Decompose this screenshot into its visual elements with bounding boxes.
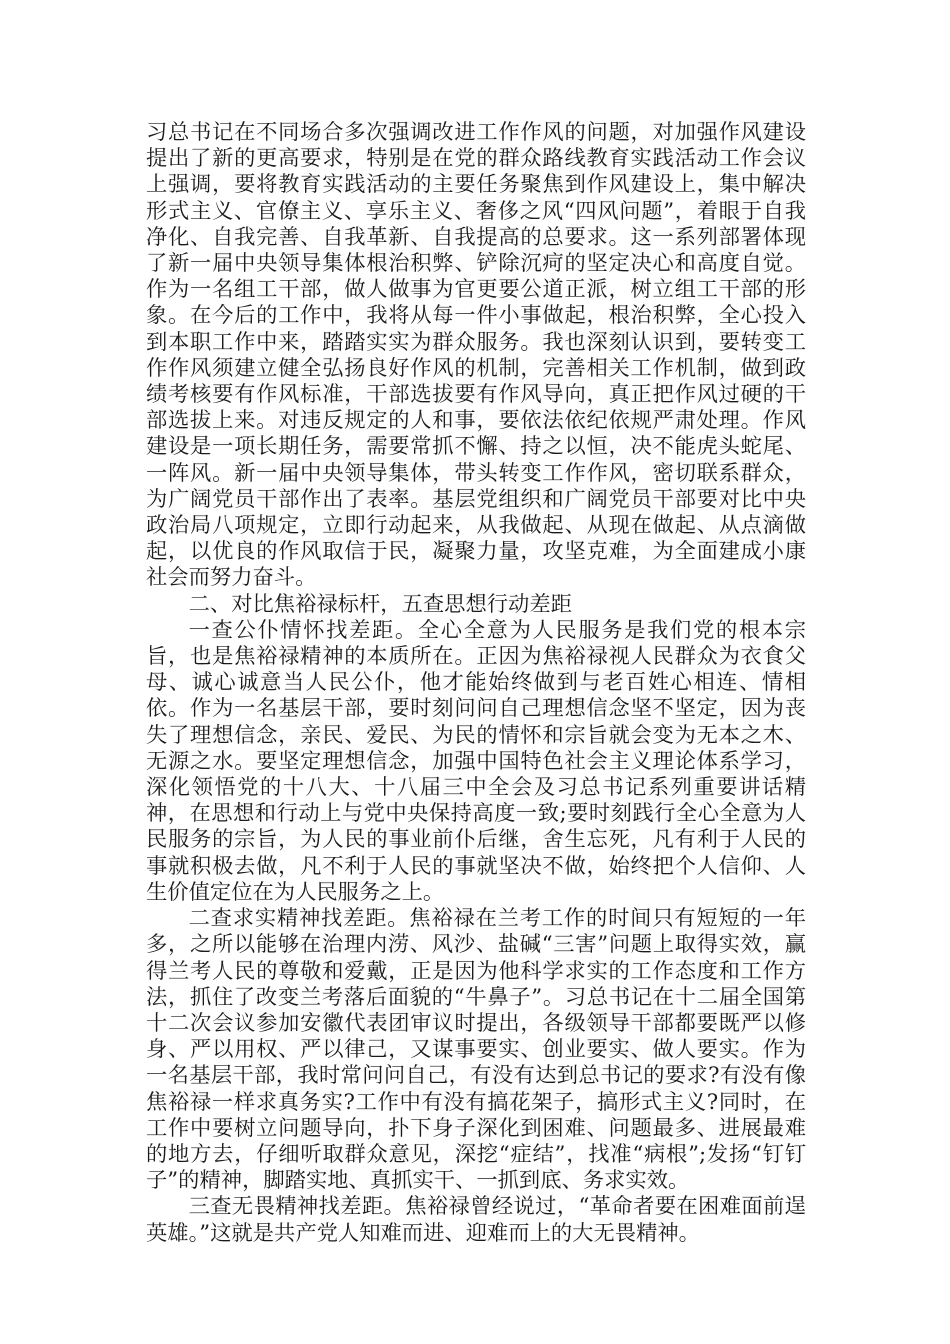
document-page: [146, 120, 806, 1247]
paragraph-continuation: 习总书记在不同场合多次强调改进工作作风的问题，对加强作风建设提出了新的更高要求，特别是在党的群众路线教育实践活动工作会议上强调，要将教育实践活动的主要任务聚焦到作风建设上，集中解决形式主义、官僚主义、享乐主义、奢侈之风“四风问题”，着眼于自我净化、自我完善、自我革新、自我提高的总要求。这一系列部署体现了新一届中央领导集体根治积弊、铲除沉疴的坚定决心和高度自觉。作为一名组工干部，做人做事为官更要公道正派，树立组工干部的形象。在今后的工作中，我将从每一件小事做起，根治积弊，全心投入到本职工作中来，踏踏实实为群众服务。我也深刻认识到，要转变工作作风须建立健全弘扬良好作风的机制，完善相关工作机制，做到政绩考核要有作风标准，干部选拔要有作风导向，真正把作风过硬的干部选拔上来。对违反规定的人和事，要依法依纪依规严肃处理。作风建设是一项长期任务，需要常抓不懈、持之以恒，决不能虎头蛇尾、一阵风。新一届中央领导集体，带头转变工作作风，密切联系群众，为广阔党员干部作出了表率。基层党组织和广阔党员干部要对比中央政治局八项规定，立即行动起来，从我做起、从现在做起、从点滴做起，以优良的作风取信于民，凝聚力量，攻坚克难，为全面建成小康社会而努力奋斗。: [146, 120, 806, 591]
paragraph-first-check: 一查公仆情怀找差距。全心全意为人民服务是我们党的根本宗旨，也是焦裕禄精神的本质所在。正因为焦裕禄视人民群众为衣食父母、诚心诚意当人民公仆，他才能始终做到与老百姓心相连、情相依。作为一名基层干部，要时刻问问自己理想信念坚不坚定，因为丧失了理想信念，亲民、爱民、为民的情怀和宗旨就会变为无本之木、无源之水。要坚定理想信念，加强中国特色社会主义理论体系学习，深化领悟党的十八大、十八届三中全会及习总书记系列重要讲话精神，在思想和行动上与党中央保持高度一致;要时刻践行全心全意为人民服务的宗旨，为人民的事业前仆后继，舍生忘死，凡有利于人民的事就积极去做，凡不利于人民的事就坚决不做，始终把个人信仰、人生价值定位在为人民服务之上。: [146, 617, 806, 905]
paragraph-second-check: 二查求实精神找差距。焦裕禄在兰考工作的时间只有短短的一年多，之所以能够在治理内涝、风沙、盐碱“三害”问题上取得实效，赢得兰考人民的尊敬和爱戴，正是因为他科学求实的工作态度和工作方法，抓住了改变兰考落后面貌的“牛鼻子”。习总书记在十二届全国第十二次会议参加安徽代表团审议时提出，各级领导干部都要既严以修身、严以用权、严以律己，又谋事要实、创业要实、做人要实。作为一名基层干部，我时常问问自己，有没有达到总书记的要求?有没有像焦裕禄一样求真务实?工作中有没有搞花架子，搞形式主义?同时，在工作中要树立问题导向，扑下身子深化到困难、问题最多、进展最难的地方去，仔细听取群众意见，深挖“症结”，找准“病根”;发扬“钉钉子”的精神，脚踏实地、真抓实干、一抓到底、务求实效。: [146, 906, 806, 1194]
paragraph-third-check: 三查无畏精神找差距。焦裕禄曾经说过，“革命者要在困难面前逞英雄。”这就是共产党人知难而进、迎难而上的大无畏精神。: [146, 1194, 806, 1246]
section-heading: 二、对比焦裕禄标杆，五查思想行动差距: [188, 591, 572, 617]
